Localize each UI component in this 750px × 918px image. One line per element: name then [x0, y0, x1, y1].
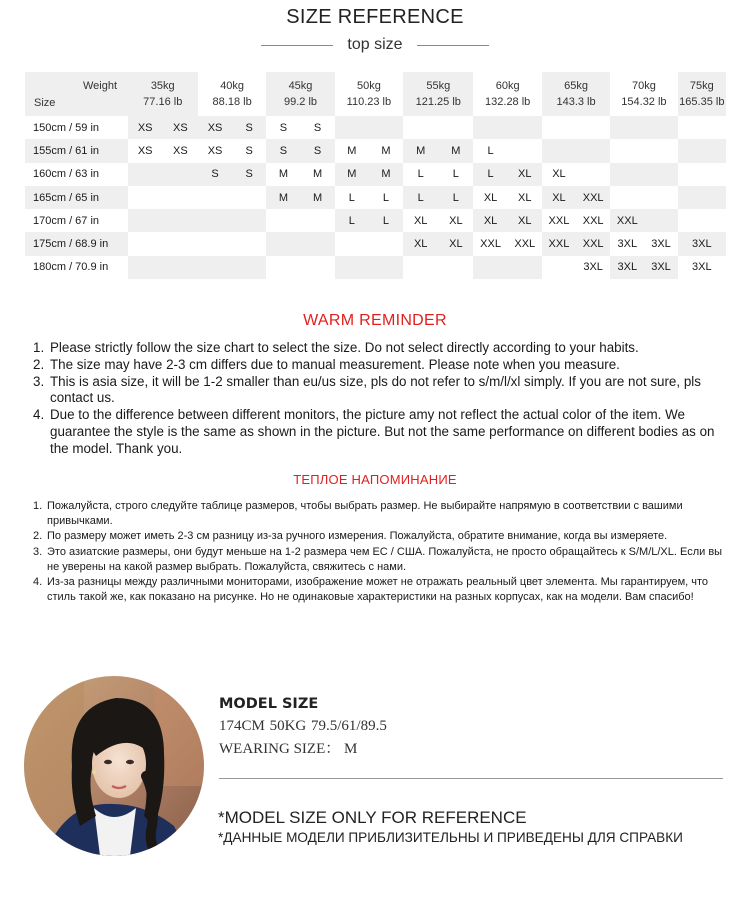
model-photo [24, 676, 204, 856]
item-number: 1. [33, 500, 43, 512]
weight-column-header [403, 72, 473, 116]
subtitle: top size [347, 36, 403, 53]
size-cell [473, 116, 507, 139]
size-cell [644, 139, 677, 162]
size-cell [576, 139, 610, 162]
weight-lb: 143.3 lb [556, 96, 596, 108]
warm-reminder-title: WARM REMINDER [303, 312, 447, 329]
size-cell [678, 116, 726, 139]
item-number: 3. [33, 545, 43, 558]
size-cell [473, 256, 507, 279]
size-cell [508, 256, 542, 279]
size-cell [301, 209, 335, 232]
size-cell: M [266, 163, 300, 186]
size-cell [678, 186, 726, 209]
size-cell [335, 232, 369, 255]
size-cell [198, 256, 232, 279]
item-text: Пожалуйста, строго следуйте таблице размеров, чтобы выбрать размер. Не выбирайте напрямую в соответствии с вашими привычками. [47, 500, 683, 528]
height-label: 170cm / 67 in [25, 209, 128, 232]
size-cell: XS [198, 139, 232, 162]
size-cell: M [301, 163, 335, 186]
table-row [25, 116, 726, 139]
size-cell [610, 186, 644, 209]
size-cell [335, 116, 369, 139]
size-cell [163, 256, 198, 279]
weight-lb: 77.16 lb [143, 96, 183, 108]
weight-kg: 45kg [288, 80, 313, 92]
weight-column-header [335, 72, 403, 116]
size-cell: M [403, 139, 438, 162]
size-cell [369, 116, 403, 139]
weight-column-header [542, 72, 610, 116]
reminder-item [33, 529, 733, 544]
model-portrait-image [24, 676, 204, 856]
size-cell: XXL [610, 209, 644, 232]
size-cell: M [266, 186, 300, 209]
size-cell [232, 209, 266, 232]
reminder-item [33, 374, 723, 408]
size-cell: S [301, 139, 335, 162]
size-cell [266, 256, 300, 279]
weight-kg: 35kg [150, 80, 175, 92]
size-cell: S [266, 139, 300, 162]
weight-column-header [198, 72, 266, 116]
item-text: Please strictly follow the size chart to select the size. Do not select directly according to your habits. [50, 340, 639, 355]
size-cell: XL [473, 209, 507, 232]
size-cell [128, 209, 163, 232]
size-cell [128, 232, 163, 255]
weight-kg: 70kg [631, 80, 656, 92]
item-text: This is asia size, it will be 1-2 smaller than eu/us size, pls do not refer to s/m/l/xl simply. If you are not sure, pls contact us. [50, 373, 701, 406]
size-cell: 3XL [610, 256, 644, 279]
item-number: 4. [33, 576, 43, 589]
size-cell [678, 163, 726, 186]
model-size-title: MODEL SIZE [219, 696, 319, 712]
weight-kg: 60kg [495, 80, 520, 92]
weight-kg: 75kg [689, 80, 714, 92]
size-cell: XL [508, 186, 542, 209]
size-cell [163, 186, 198, 209]
size-cell: M [438, 139, 473, 162]
weight-column-header [266, 72, 334, 116]
size-cell: S [301, 116, 335, 139]
size-cell [678, 139, 726, 162]
size-cell: S [232, 139, 266, 162]
size-cell [301, 256, 335, 279]
weight-kg: 65kg [564, 80, 588, 92]
size-cell: L [369, 209, 403, 232]
size-cell [128, 186, 163, 209]
height-label: 175cm / 68.9 in [25, 232, 128, 255]
size-cell [403, 256, 438, 279]
reminder-item [33, 545, 733, 575]
size-cell: XXL [576, 209, 610, 232]
warm-reminder-list [33, 340, 723, 458]
weight-lb: 132.28 lb [485, 96, 531, 108]
size-cell [163, 232, 198, 255]
size-cell: XL [438, 232, 473, 255]
size-cell [508, 116, 542, 139]
size-cell [644, 186, 677, 209]
table-row [25, 256, 726, 279]
page-title: SIZE REFERENCE [286, 6, 464, 28]
divider [219, 778, 723, 779]
size-cell: 3XL [678, 232, 726, 255]
height-label: 155cm / 61 in [25, 139, 128, 162]
size-cell: XL [403, 232, 438, 255]
size-cell: S [266, 116, 300, 139]
size-cell [163, 209, 198, 232]
size-cell [369, 232, 403, 255]
size-cell: L [335, 209, 369, 232]
size-cell: XL [403, 209, 438, 232]
size-cell [610, 116, 644, 139]
table-row [25, 163, 726, 186]
item-number: 2. [33, 530, 43, 543]
item-number: 4. [33, 407, 45, 423]
size-cell: 3XL [644, 232, 677, 255]
size-cell: XXL [576, 232, 610, 255]
size-cell: M [335, 163, 369, 186]
size-cell: XXL [508, 232, 542, 255]
size-cell: 3XL [610, 232, 644, 255]
size-cell [576, 163, 610, 186]
reference-note: *MODEL SIZE ONLY FOR REFERENCE [218, 808, 527, 827]
weight-header: Weight [83, 80, 118, 92]
size-header: Size [34, 97, 56, 109]
reminder-item [33, 340, 723, 357]
table-row [25, 186, 726, 209]
size-cell: XL [542, 186, 576, 209]
size-cell [198, 232, 232, 255]
item-text: Due to the difference between different monitors, the picture amy not reflect the actual color of the item. We guarantee the style is the same as shown in the picture. But not the same performance on different bodies as on the model. Thank you. [50, 407, 715, 456]
size-cell [232, 232, 266, 255]
size-cell: XXL [542, 232, 576, 255]
size-cell [542, 256, 576, 279]
weight-column-header [473, 72, 541, 116]
size-cell: L [369, 186, 403, 209]
size-cell: XS [163, 116, 198, 139]
table-row [25, 209, 726, 232]
size-cell: S [232, 116, 266, 139]
size-cell: 3XL [576, 256, 610, 279]
size-cell [644, 116, 677, 139]
size-cell [438, 116, 473, 139]
height-label: 160cm / 63 in [25, 163, 128, 186]
size-cell: XS [163, 139, 198, 162]
size-cell: L [438, 186, 473, 209]
size-cell: S [232, 163, 266, 186]
size-cell [232, 256, 266, 279]
size-cell [438, 256, 473, 279]
size-cell [542, 116, 576, 139]
size-cell: M [369, 163, 403, 186]
size-cell [508, 139, 542, 162]
size-cell [198, 209, 232, 232]
item-text: По размеру может иметь 2-3 см разницу из-за ручного измерения. Пожалуйста, обратите внимание, когда вы измеряете. [47, 530, 668, 543]
weight-lb: 88.18 lb [212, 96, 252, 108]
warm-reminder-ru-list [33, 499, 733, 605]
size-cell: S [198, 163, 232, 186]
size-cell [163, 163, 198, 186]
weight-lb: 154.32 lb [621, 96, 667, 108]
reference-note-ru: *ДАННЫЕ МОДЕЛИ ПРИБЛИЗИТЕЛЬНЫ И ПРИВЕДЕНЫ ДЛЯ СПРАВКИ [218, 830, 683, 845]
weight-lb: 99.2 lb [283, 96, 318, 108]
size-cell [576, 116, 610, 139]
size-cell: M [335, 139, 369, 162]
weight-kg: 40kg [220, 80, 245, 92]
size-cell: XXL [473, 232, 507, 255]
subtitle-row [0, 36, 750, 54]
size-cell [128, 163, 163, 186]
size-cell: XL [508, 209, 542, 232]
size-chart-table [25, 72, 726, 279]
size-cell: XXL [576, 186, 610, 209]
size-cell [610, 163, 644, 186]
reminder-item [33, 575, 733, 605]
size-cell: L [438, 163, 473, 186]
size-cell: L [403, 186, 438, 209]
wearing-size: WEARING SIZE： M [219, 741, 358, 757]
size-cell [266, 232, 300, 255]
height-label: 150cm / 59 in [25, 116, 128, 139]
size-cell: XS [128, 116, 163, 139]
size-cell: M [369, 139, 403, 162]
weight-column-header [610, 72, 677, 116]
reminder-item [33, 499, 733, 529]
size-cell [644, 163, 677, 186]
weight-lb: 121.25 lb [415, 96, 461, 108]
size-cell: XL [508, 163, 542, 186]
item-text: Из-за разницы между различными мониторами, изображение может не отражать реальный цвет элемента. Мы гарантируем, что стиль такой же, как показано на рисунке. Но не одинаковые характеристики на разных корпусах, как на модели. Вам спасибо! [47, 576, 709, 604]
size-cell: XL [438, 209, 473, 232]
weight-column-header [128, 72, 198, 116]
weight-lb: 110.23 lb [346, 96, 392, 108]
table-row [25, 139, 726, 162]
subtitle-line-left [261, 45, 333, 46]
size-cell: L [473, 139, 507, 162]
size-cell [369, 256, 403, 279]
size-cell [678, 209, 726, 232]
subtitle-line-right [417, 45, 489, 46]
size-cell [610, 139, 644, 162]
size-cell: XXL [542, 209, 576, 232]
weight-kg: 55kg [426, 80, 451, 92]
item-number: 3. [33, 373, 45, 389]
weight-lb: 165.35 lb [679, 96, 725, 108]
warm-reminder-ru-title: ТЕПЛОЕ НАПОМИНАНИЕ [293, 472, 457, 487]
height-label: 180cm / 70.9 in [25, 256, 128, 279]
weight-kg: 50kg [356, 80, 381, 92]
size-cell [335, 256, 369, 279]
size-cell: 3XL [678, 256, 726, 279]
weight-column-header [678, 72, 726, 116]
size-cell: XL [542, 163, 576, 186]
height-label: 165cm / 65 in [25, 186, 128, 209]
size-cell: XS [128, 139, 163, 162]
size-cell: L [403, 163, 438, 186]
table-corner [25, 72, 128, 116]
model-stats: 174CM 50KG 79.5/61/89.5 [219, 718, 387, 734]
size-cell: XS [198, 116, 232, 139]
size-cell [198, 186, 232, 209]
table-row [25, 232, 726, 255]
size-cell: M [301, 186, 335, 209]
size-cell [403, 116, 438, 139]
size-cell [232, 186, 266, 209]
reminder-item [33, 357, 723, 374]
size-cell [128, 256, 163, 279]
table-header-row [25, 72, 726, 116]
size-cell [301, 232, 335, 255]
item-number: 1. [33, 340, 45, 355]
size-cell: L [335, 186, 369, 209]
size-cell [542, 139, 576, 162]
size-cell [644, 209, 677, 232]
size-cell: L [473, 163, 507, 186]
size-cell [266, 209, 300, 232]
reminder-item [33, 407, 723, 457]
size-cell: XL [473, 186, 507, 209]
item-number: 2. [33, 356, 45, 372]
item-text: Это азиатские размеры, они будут меньше на 1-2 размера чем ЕС / США. Пожалуйста, не просто обращайтесь к S/M/L/XL. Если вы не уверены на какой размер выбрать. Пожалуйста, свяжитесь с нами. [47, 545, 723, 573]
item-text: The size may have 2-3 cm differs due to manual measurement. Please note when you measure. [50, 356, 620, 372]
size-cell: 3XL [644, 256, 677, 279]
